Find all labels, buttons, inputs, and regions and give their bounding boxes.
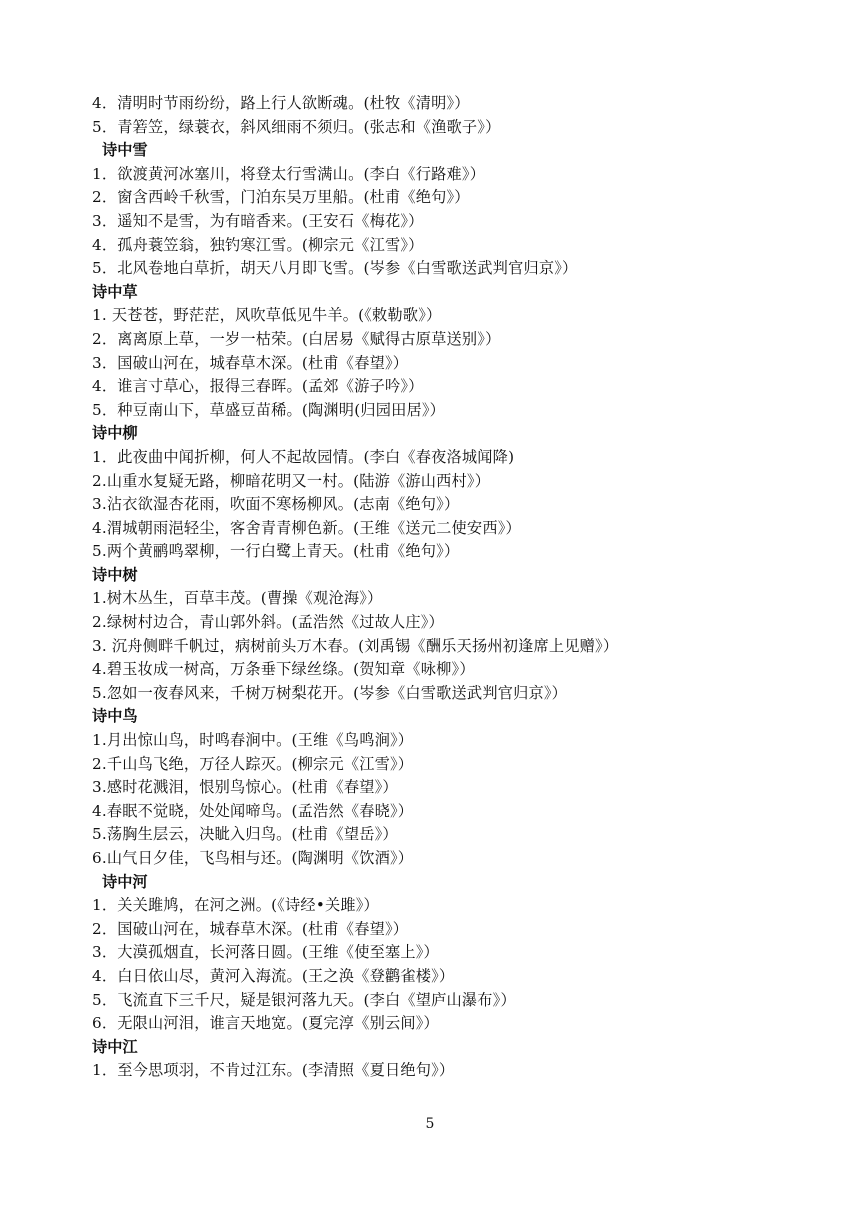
poem-line: 2．离离原上草，一岁一枯荣。(白居易《赋得古原草送别》） [92,329,501,348]
poem-line: 6．无限山河泪，谁言天地宽。(夏完淳《别云间》） [92,1014,439,1033]
poem-line: 3．大漠孤烟直，长河落日圆。(王维《使至塞上》） [92,943,439,962]
page-number: 5 [425,1116,435,1132]
poem-line: 4．谁言寸草心，报得三春晖。(孟郊《游子吟》） [92,377,424,396]
poem-line: 5.两个黄鹂鸣翠柳，一行白鹭上青天。(杜甫《绝句》） [92,542,460,561]
poem-line: 2．窗含西岭千秋雪，门泊东吴万里船。(杜甫《绝句》） [92,188,470,207]
poem-line: 3.沾衣欲湿杏花雨，吹面不寒杨柳风。(志南《绝句》） [92,495,460,514]
poem-line: 5．种豆南山下，草盛豆苗稀。(陶渊明(归园田居》） [92,400,446,419]
poem-line: 4.春眠不觉晓，处处闻啼鸟。(孟浩然《春晓》） [92,801,414,820]
poem-line: 5.忽如一夜春风来，千树万树梨花开。(岑参《白雪歌送武判官归京》） [92,683,568,702]
poem-line: 4.渭城朝雨浥轻尘，客舍青青柳色新。(王维《送元二使安西》） [92,518,521,537]
section-heading: 诗中草 [92,282,138,301]
poem-line: 2.千山鸟飞绝，万径人踪灭。(柳宗元《江雪》） [92,754,414,773]
section-heading: 诗中柳 [92,424,138,443]
poem-line: 4．白日依山尽，黄河入海流。(王之涣《登鹳雀楼》） [92,966,455,985]
poem-line: 3．遥知不是雪，为有暗香来。(王安石《梅花》） [92,211,424,230]
poem-line: 1.月出惊山鸟，时鸣春涧中。(王维《鸟鸣涧》） [92,731,414,750]
poem-line: 1．至今思项羽，不肯过江东。(李清照《夏日绝句》） [92,1061,455,1080]
poem-line: 4．孤舟蓑笠翁，独钓寒江雪。(柳宗元《江雪》） [92,235,424,254]
poem-line: 1. 天苍苍，野茫茫，风吹草低见牛羊。(《敕勒歌》） [92,306,442,325]
poem-line: 1．关关雎鸠，在河之洲。(《诗经•关雎》） [92,896,379,915]
section-heading: 诗中树 [92,565,138,584]
poem-line: 2．国破山河在，城春草木深。(杜甫《春望》） [92,919,409,938]
poem-line: 1.树木丛生，百草丰茂。(曹操《观沧海》） [92,589,383,608]
poem-line: 2.绿树村边合，青山郭外斜。(孟浩然《过故人庄》） [92,613,444,632]
poem-line: 5.荡胸生层云，决眦入归鸟。(杜甫《望岳》） [92,825,398,844]
section-heading: 诗中鸟 [92,707,138,726]
poem-line: 1．欲渡黄河冰塞川，将登太行雪满山。(李白《行路难》） [92,164,486,183]
poem-line: 5．北风卷地白草折，胡天八月即飞雪。(岑参《白雪歌送武判官归京》） [92,259,578,278]
poem-line: 1．此夜曲中闻折柳，何人不起故园情。(李白《春夜洛城闻降) [92,447,515,466]
section-heading: 诗中江 [92,1037,138,1056]
section-heading: 诗中河 [102,872,148,891]
poem-line: 4．清明时节雨纷纷，路上行人欲断魂。(杜牧《清明》） [92,94,470,112]
poem-line: 6.山气日夕佳，飞鸟相与还。(陶渊明《饮酒》） [92,849,414,867]
poem-line: 5．青箬笠，绿蓑衣，斜风细雨不须归。(张志和《渔歌子》） [92,117,501,136]
poem-line: 3．国破山河在，城春草木深。(杜甫《春望》） [92,353,409,372]
poem-line: 3. 沉舟侧畔千帆过，病树前头万木春。(刘禹锡《酬乐天扬州初逢席上见赠》） [92,636,619,655]
poem-line: 3.感时花溅泪，恨别鸟惊心。(杜甫《春望》） [92,778,398,797]
poem-line: 5．飞流直下三千尺，疑是银河落九天。(李白《望庐山瀑布》） [92,990,516,1009]
poem-line: 2.山重水复疑无路，柳暗花明又一村。(陆游《游山西村》） [92,471,491,490]
section-heading: 诗中雪 [102,141,148,160]
poem-content [92,92,782,1083]
poem-line: 4.碧玉妆成一树高，万条垂下绿丝绦。(贺知章《咏柳》） [92,660,475,679]
